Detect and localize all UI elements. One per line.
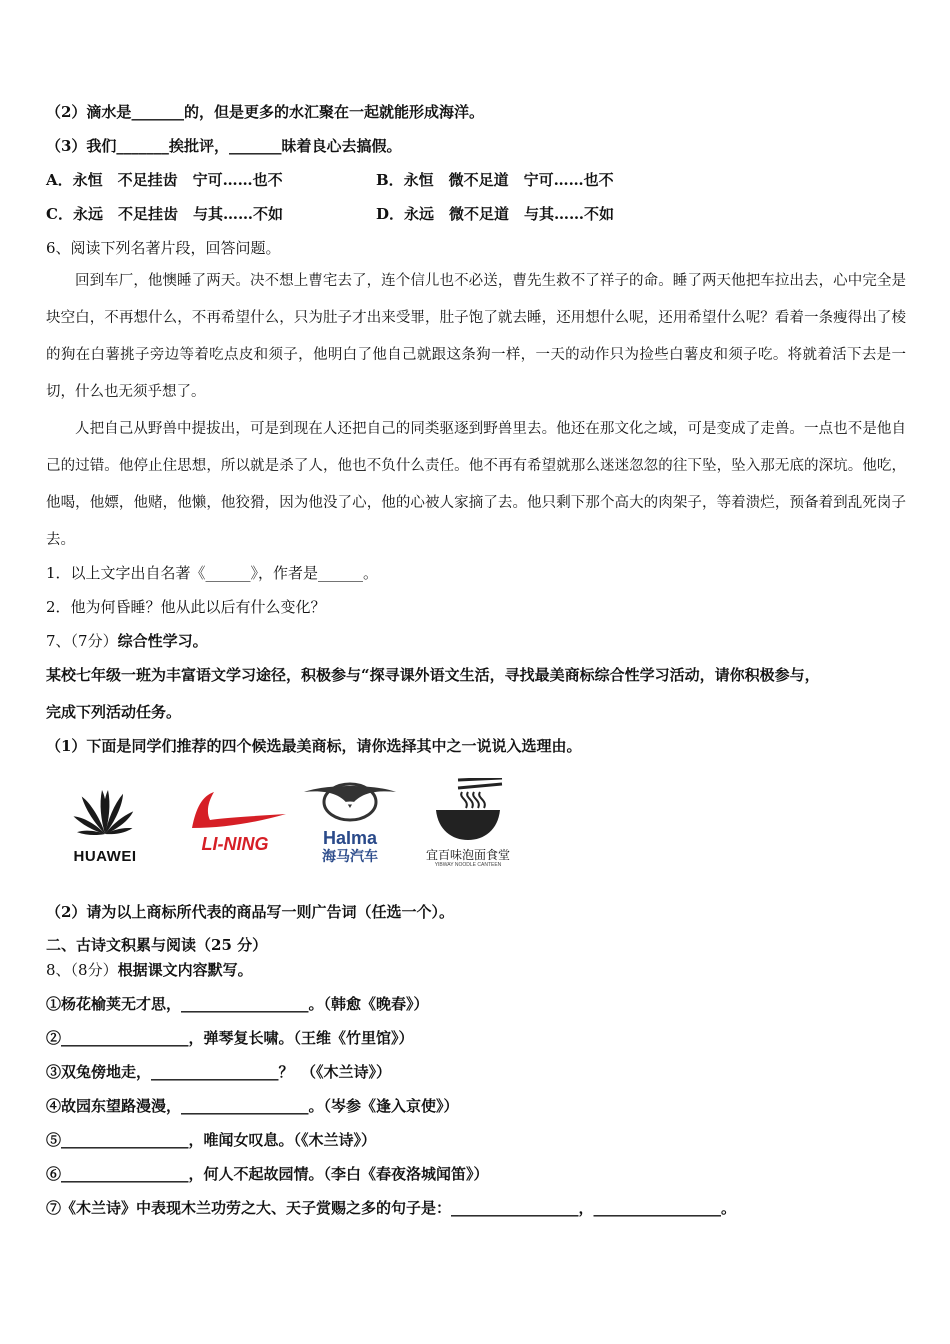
q8-line-6: ⑥_________________，何人不起故园情。（李白《春夜洛城闻笛》） [46, 1165, 489, 1183]
q6-paragraph-1: 回到车厂，他懊睡了两天。决不想上曹宅去了，连个信儿也不必送，曹先生救不了祥子的命。睡了两天他把车拉出去，心中完全是块空白，不再想什么，不再希望什么，只为肚子才出来受罪，肚子饱了就去睡，还用想什么呢，还用希望什么呢？看着一条瘦得出了棱的狗在白薯挑子旁边等着吃点皮和须子，他明白了他自己就跟这条狗一样，一天的动作只为捡些白薯皮和须子吃。将就着活下去是一切，什么也无须乎想了。 [46, 273, 906, 400]
q7-heading [46, 631, 208, 651]
q8-line-3: ③双兔傍地走，_________________？ （《木兰诗》） [46, 1063, 392, 1081]
yibaiwei-english-name: YIBWAY NOODLE CANTEEN [434, 862, 502, 868]
lining-swoosh-icon [180, 778, 290, 832]
q7-task-1: （1）下面是同学们推荐的四个候选最美商标，请你选择其中之一说说入选理由。 [46, 737, 582, 755]
haima-chinese-name: 海马汽车 [322, 849, 378, 865]
q6-paragraph-2: 人把自己从野兽中提拔出，可是到现在人还把自己的同类驱逐到野兽里去。他还在那文化之域，可是变成了走兽。一点也不是他自己的过错。他停止住思想，所以就是杀了人，他也不负什么责任。他不再有希望就那么迷迷忽忽的往下坠，坠入那无底的深坑。他吃，他喝，他嫖，他赌，他懒，他狡猾，因为他没了心，他的心被人家摘了去。他只剩下那个高大的肉架子，等着溃烂，预备着到乱死岗子去。 [46, 421, 906, 548]
q5-item-2: （2）滴水是_______的，但是更多的水汇聚在一起就能形成海洋。 [46, 103, 484, 121]
q7-heading-text: 综合性学习。 [117, 632, 208, 650]
q5-option-d: D．永远 微不足道 与其……不如 [376, 205, 615, 223]
q5-item-3: （3）我们_______挨批评，_______昧着良心去搞假。 [46, 137, 402, 155]
haima-logo [300, 778, 400, 866]
q8-line-7: ⑦《木兰诗》中表现木兰功劳之大、天子赏赐之多的句子是：_________________，_________________。 [46, 1199, 737, 1217]
q7-heading-number: 7、（7分） [46, 632, 118, 650]
q6-passage [46, 263, 906, 559]
huawei-logo [60, 778, 150, 865]
q8-line-5: ⑤_________________，唯闻女叹息。（《木兰诗》） [46, 1131, 377, 1149]
section-2-heading: 二、古诗文积累与阅读（25 分） [46, 936, 268, 954]
haima-wordmark: HaIma [322, 828, 378, 848]
q8-heading-number: 8、（8分） [46, 961, 118, 979]
q7-intro-line-2: 完成下列活动任务。 [46, 703, 182, 721]
q6-sub-question-2: 2．他为何昏睡？他从此以后有什么变化？ [46, 598, 326, 616]
huawei-wordmark: HUAWEI [73, 848, 137, 865]
q5-option-a: A．永恒 不足挂齿 宁可……也不 [46, 171, 283, 189]
logo-strip [60, 778, 530, 870]
lining-logo [180, 778, 290, 855]
huawei-petals-icon [60, 778, 150, 838]
q7-intro-line-1: 某校七年级一班为丰富语文学习途径，积极参与“探寻课外语文生活，寻找最美商标综合性学习活动，请你积极参与， [46, 666, 820, 684]
haima-emblem-icon [300, 778, 400, 824]
q5-option-c: C．永远 不足挂齿 与其……不如 [46, 205, 283, 223]
noodle-bowl-icon [418, 778, 518, 844]
lining-wordmark: LI-NING [201, 834, 269, 854]
q8-heading [46, 960, 253, 980]
q6-heading: 6、阅读下列名著片段，回答问题。 [46, 239, 281, 257]
q5-option-b: B．永恒 微不足道 宁可……也不 [376, 171, 614, 189]
q6-sub-question-1: 1．以上文字出自名著《______》，作者是______。 [46, 564, 379, 582]
q8-line-4: ④故园东望路漫漫，_________________。（岑参《逢入京使》） [46, 1097, 459, 1115]
q8-heading-text: 根据课文内容默写。 [117, 961, 253, 979]
yibaiwei-logo [418, 778, 518, 869]
yibaiwei-chinese-name: 宜百味泡面食堂 [425, 848, 510, 862]
q8-line-2: ②_________________，弹琴复长啸。（王维《竹里馆》） [46, 1029, 414, 1047]
q8-line-1: ①杨花榆荚无才思，_________________。（韩愈《晚春》） [46, 995, 429, 1013]
q7-task-2: （2）请为以上商标所代表的商品写一则广告词（任选一个）。 [46, 903, 454, 921]
